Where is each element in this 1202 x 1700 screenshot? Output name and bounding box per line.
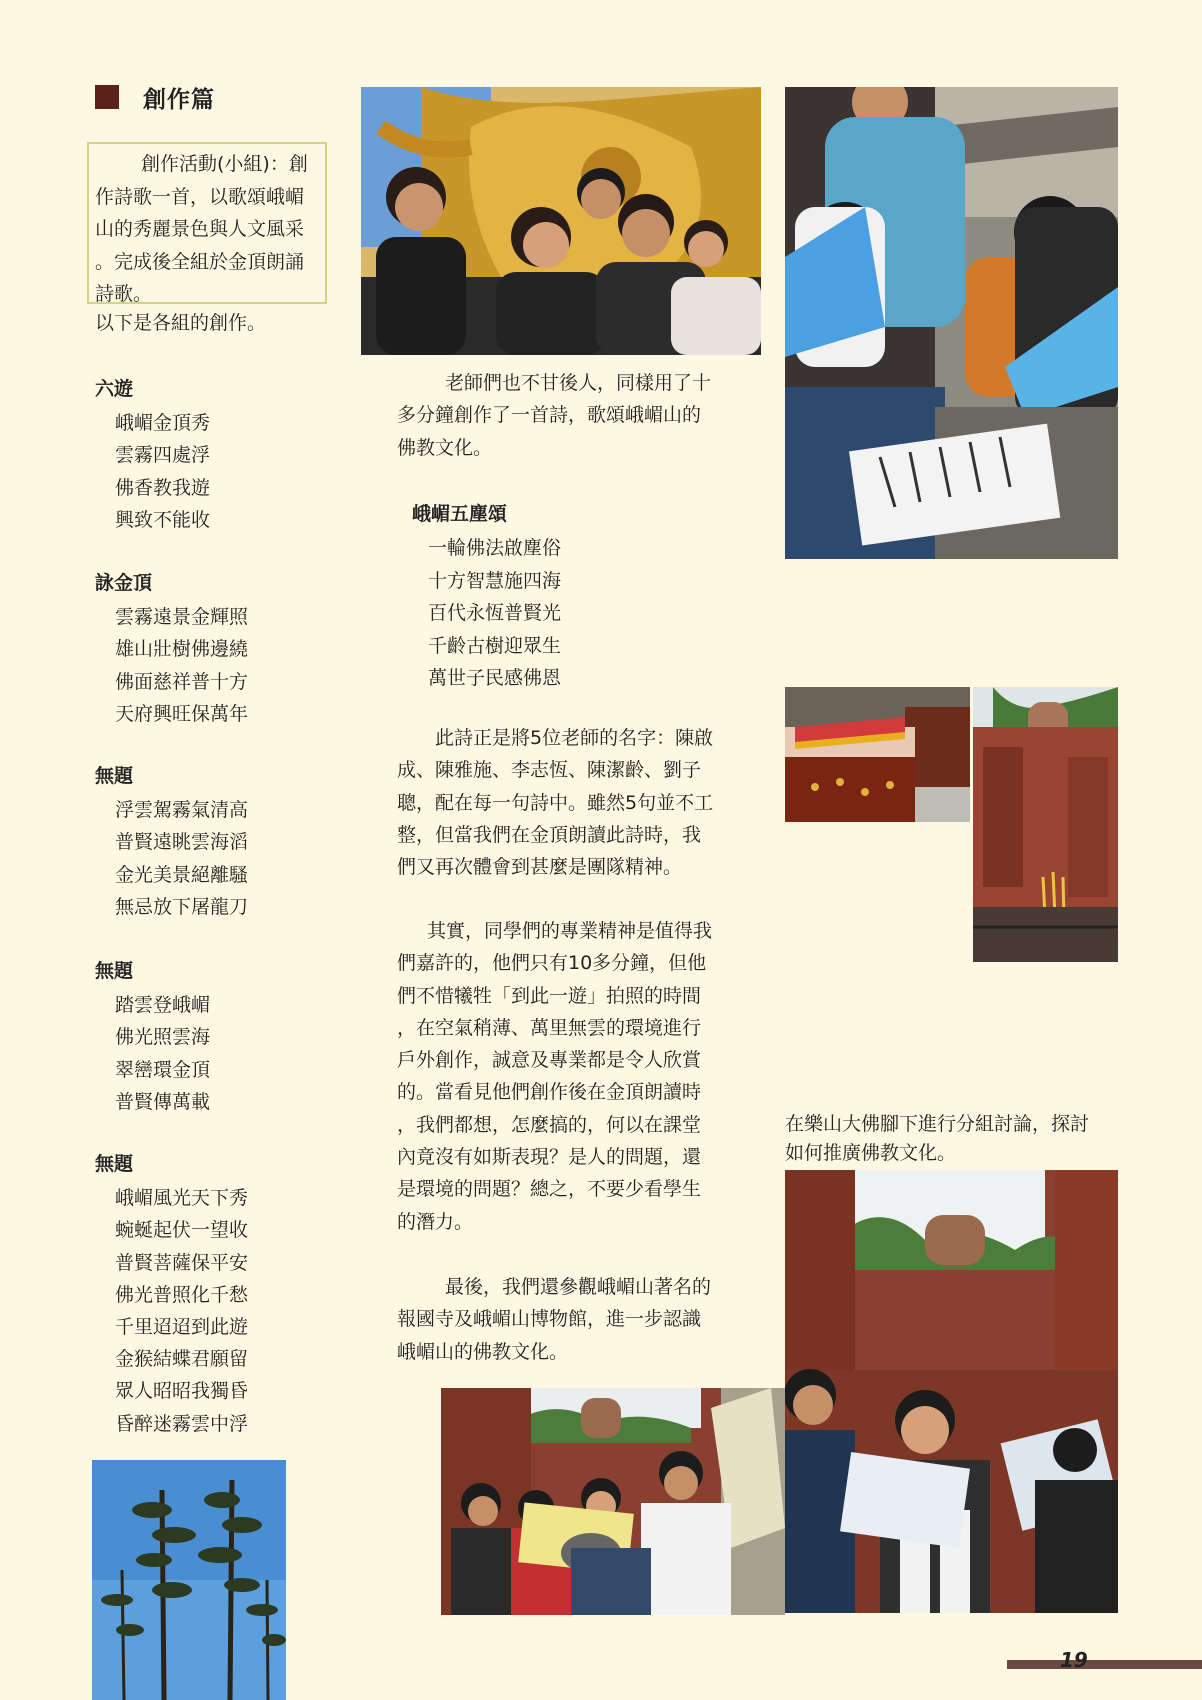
page-number-bar [1007, 1660, 1202, 1669]
poem-line: 雲霧遠景金輝照 [115, 606, 249, 629]
poem-line: 十方智慧施四海 [428, 569, 562, 592]
paragraph-visit [397, 1271, 732, 1368]
text-line: 的。當看見他們創作後在金頂朗讀時 [397, 1081, 702, 1104]
paragraph-teachers [397, 367, 732, 464]
text-line: ，我們都想，怎麼搞的，何以在課堂 [397, 1113, 702, 1136]
poem-line: 普賢遠眺雲海滔 [115, 831, 249, 854]
poem-line: 峨嵋風光天下秀 [115, 1187, 249, 1210]
poem-line: 千齡古樹迎眾生 [428, 634, 562, 657]
poem-line: 昏醉迷霧雲中浮 [115, 1412, 249, 1435]
intro-line: 詩歌。 [95, 283, 153, 305]
intro-line: 山的秀麗景色與人文風采 [95, 218, 305, 240]
poem-line: 雄山壯樹佛邊繞 [115, 638, 249, 661]
photo-giant-buddha-cliff [973, 687, 1118, 962]
text-line: 成、陳雅施、李志恆、陳潔齡、劉子 [397, 759, 702, 782]
text-line: 此詩正是將5位老師的名字：陳啟 [435, 727, 714, 749]
section-heading [95, 82, 215, 112]
poem-title: 峨嵋五塵頌 [412, 503, 508, 525]
caption-line: 在樂山大佛腳下進行分組討論，探討 [785, 1113, 1090, 1135]
text-line: 最後，我們還參觀峨嵋山著名的 [445, 1276, 712, 1298]
text-line: 其實，同學們的專業精神是值得我 [427, 920, 713, 942]
section-title: 創作篇 [143, 86, 215, 113]
poem-block [95, 760, 248, 923]
photo-caption [785, 1110, 1125, 1168]
poem-block [95, 955, 210, 1118]
text-line: 報國寺及峨嵋山博物館，進一步認識 [397, 1308, 702, 1331]
paragraph-names [397, 722, 732, 883]
poem-line: 金猴結蝶君願留 [115, 1348, 249, 1371]
poem-line: 百代永恆普賢光 [428, 602, 562, 625]
poem-line: 佛光照雲海 [115, 1026, 211, 1049]
text-line: 整，但當我們在金頂朗讀此詩時，我 [397, 823, 702, 846]
text-line: 內竟沒有如斯表現？是人的問題，還 [397, 1146, 702, 1169]
poem-line: 佛光普照化千愁 [115, 1283, 249, 1306]
poem-block [95, 373, 210, 536]
poem-line: 浮雲駕霧氣清高 [115, 799, 249, 822]
text-line: 峨嵋山的佛教文化。 [397, 1340, 569, 1363]
caption-line: 如何推廣佛教文化。 [785, 1142, 957, 1164]
poem-block [95, 567, 248, 730]
photo-group-golden-statue [361, 87, 761, 355]
page-number: 19 [1060, 1648, 1088, 1672]
poem-title: 無題 [95, 960, 134, 982]
intro-line: 。完成後全組於金頂朗誦 [95, 250, 305, 273]
text-line: 們不惜犧牲「到此一遊」拍照的時間 [397, 984, 702, 1007]
poem-title: 詠金頂 [95, 572, 153, 594]
text-line: 多分鐘創作了一首詩，歌頌峨嵋山的 [397, 404, 702, 427]
poem-block [95, 1148, 248, 1440]
poem-line: 佛香教我遊 [115, 476, 211, 499]
photo-incense-table [785, 687, 970, 822]
text-line: 戶外創作，誠意及專業都是令人欣賞 [397, 1049, 702, 1072]
poem-title: 無題 [95, 765, 134, 787]
text-line: 們又再次體會到甚麼是團隊精神。 [397, 856, 683, 879]
text-line: 佛教文化。 [397, 436, 493, 459]
poem-line: 峨嵋金頂秀 [115, 412, 211, 435]
intro-line: 創作活動(小組)：創 [141, 153, 308, 175]
poem-line: 踏雲登峨嵋 [115, 994, 211, 1017]
poem-line: 蜿蜒起伏一望收 [115, 1219, 249, 1242]
photo-students-group-bottom [441, 1388, 785, 1615]
photo-students-buddha-foot [785, 1170, 1118, 1613]
text-line: 們嘉許的，他們只有10多分鐘，但他 [397, 952, 707, 975]
text-line: 的潛力。 [397, 1210, 474, 1233]
photo-tall-trees [92, 1460, 286, 1700]
poem-line: 普賢傳萬載 [115, 1090, 211, 1113]
text-line: ，在空氣稍薄、萬里無雲的環境進行 [397, 1016, 702, 1039]
text-line: 是環境的問題？總之，不要少看學生 [397, 1178, 702, 1201]
teachers-poem [412, 498, 561, 694]
poem-line: 雲霧四處浮 [115, 444, 211, 467]
poem-line: 普賢菩薩保平安 [115, 1251, 249, 1274]
poem-line: 眾人昭昭我獨昏 [115, 1380, 249, 1403]
paragraph-students [397, 915, 732, 1238]
intro-line: 作詩歌一首，以歌頌峨嵋 [95, 185, 305, 208]
section-square-icon [95, 85, 119, 109]
poem-line: 金光美景絕離騷 [115, 863, 249, 886]
poem-line: 天府興旺保萬年 [115, 702, 249, 725]
poem-line: 千里迢迢到此遊 [115, 1316, 249, 1339]
poem-title: 無題 [95, 1153, 134, 1175]
text-line: 聰，配在每一句詩中。雖然5句並不工 [397, 791, 714, 814]
poem-line: 佛面慈祥普十方 [115, 670, 249, 693]
poem-title: 六遊 [95, 378, 134, 400]
photo-students-writing [785, 87, 1118, 559]
poem-line: 無忌放下屠龍刀 [115, 895, 249, 918]
intro-box [87, 142, 327, 304]
poem-line: 翠巒環金頂 [115, 1058, 211, 1081]
text-line: 老師們也不甘後人，同樣用了十 [445, 372, 712, 394]
intro-after-text: 以下是各組的創作。 [95, 312, 267, 334]
poem-line: 一輪佛法啟塵俗 [428, 537, 562, 560]
poem-line: 興致不能收 [115, 508, 211, 531]
poem-line: 萬世子民感佛恩 [428, 667, 562, 690]
